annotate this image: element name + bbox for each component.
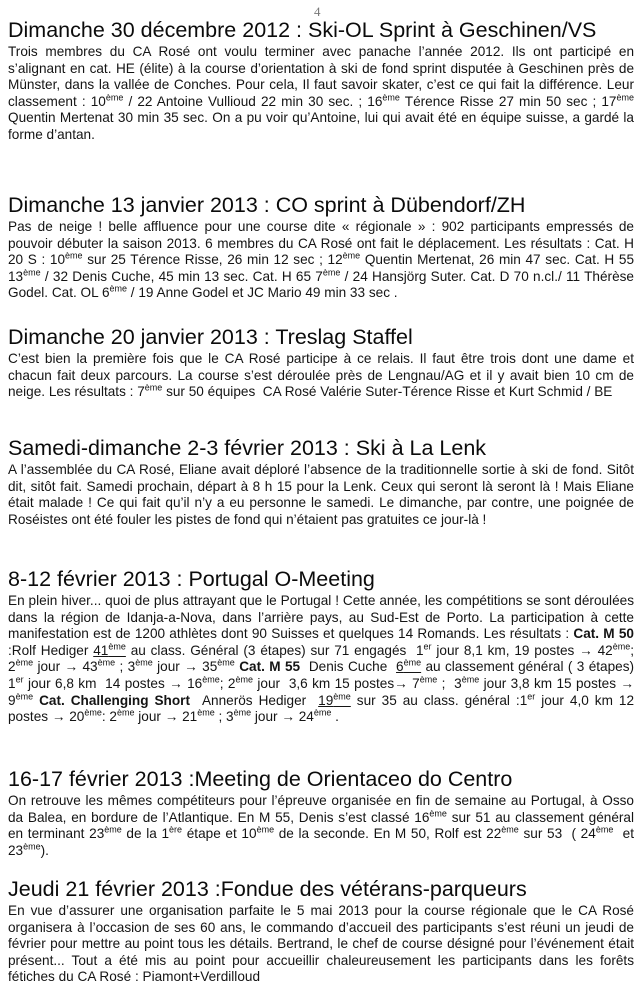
- section-body: Trois membres du CA Rosé ont voulu terminer avec panache l’année 2012. Ils ont participé en s’alignant en cat. HE (élite) à la course d’orientation à ski de fond sprint disputée à Geschinen près de Münster, dans la vallée de Conches. Pour cela, Il faut savoir skater, c’est ce qui fait la différence. Leur classement : 10ème / 22 Antoine Vullioud 22 min 30 sec. ; 16ème Térence Risse 27 min 50 sec ; 17ème Quentin Mertenat 30 min 35 sec. On a pu voir qu’Antoine, lui qui avait été en équipe suisse, a gardé la forme d’antan.: [8, 44, 635, 142]
- section-body: En vue d’assurer une organisation parfaite le 5 mai 2013 pour la course régionale que le CA Rosé organisera à l’occasion de ses 60 ans, le commando d’accueil des participants s’est réuni un jeudi de février pour mettre au point tous les détails. Bertrand, le chef de course désigné pour l’événement était présent... Tout a été mis au point pour accueillir chaleureusement les participants dans les forêts fétiches du CA Rosé : Piamont+Verdilloud: [8, 903, 634, 985]
- section-portugal-o-meeting: [8, 567, 634, 726]
- section-ski-ol-sprint-geschinen: [8, 18, 634, 144]
- section-heading: 16-17 février 2013 :Meeting de Orientaceo do Centro: [8, 767, 513, 791]
- section-heading: Samedi-dimanche 2-3 février 2013 : Ski à La Lenk: [8, 436, 487, 460]
- section-heading: Jeudi 21 février 2013 :Fondue des vétérans-parqueurs: [8, 877, 527, 901]
- section-body: C’est bien la première fois que le CA Rosé participe à ce relais. Il faut être trois dont une dame et chacun fait deux parcours. La course s’est déroulée près de Lengnau/AG et il y avait bien 10 cm de neige. Les résultats : 7ème sur 50 équipes CA Rosé Valérie Suter-Térence Risse et Kurt Schmid / BE: [8, 351, 634, 400]
- section-heading: Dimanche 20 janvier 2013 : Treslag Staffel: [8, 325, 413, 349]
- section-body: Pas de neige ! belle affluence pour une course dite « régionale » : 902 participants empressés de pouvoir débuter la saison 2013. 6 membres du CA Rosé ont fait le déplacement. Les résultats : Cat. H 20 S : 10ème sur 25 Térence Risse, 26 min 12 sec ; 12ème Quentin Mertenat, 26 min 47 sec. Cat. H 55 13ème / 32 Denis Cuche, 45 min 13 sec. Cat. H 65 7ème / 24 Hansjörg Suter. Cat. D 70 n.cl./ 11 Thérèse Godel. Cat. OL 6ème / 19 Anne Godel et JC Mario 49 min 33 sec .: [8, 219, 635, 301]
- section-heading: 8-12 février 2013 : Portugal O-Meeting: [8, 567, 375, 591]
- section-co-sprint-dubendorf: [8, 193, 634, 302]
- section-body: En plein hiver... quoi de plus attrayant que le Portugal ! Cette année, les compétitions se sont déroulées dans la région de Idanja-a-Nova, dans l’arrière pays, au Sud-Est de Porto. La participation à cette manifestation est de 1200 athlètes dont 90 Suisses et quelques 14 Romands. Les résultats : Cat. M 50 :Rolf Hediger 41ème au class. Général (3 étapes) sur 71 engagés 1er jour 8,1 km, 19 postes → 42ème; 2ème jour → 43ème ; 3ème jour → 35ème Cat. M 55 Denis Cuche 6ème au classement général ( 3 étapes) 1er jour 6,8 km 14 postes → 16ème; 2ème jour 3,6 km 15 postes→ 7ème ; 3ème jour 3,8 km 15 postes → 9ème Cat. Challenging Short Annerös Hediger 19ème sur 35 au class. général :1er jour 4,0 km 12 postes → 20ème: 2ème jour → 21ème ; 3ème jour → 24ème .: [8, 593, 635, 725]
- section-meeting-orientaceo-centro: [8, 767, 634, 859]
- section-ski-la-lenk: [8, 436, 634, 528]
- section-heading: Dimanche 13 janvier 2013 : CO sprint à Dübendorf/ZH: [8, 193, 526, 217]
- section-fondue-veterans-parqueurs: [8, 877, 634, 986]
- section-heading: Dimanche 30 décembre 2012 : Ski-OL Sprint à Geschinen/VS: [8, 18, 597, 42]
- section-treslag-staffel: [8, 325, 634, 401]
- page-number: 4: [314, 4, 321, 19]
- section-body: A l’assemblée du CA Rosé, Eliane avait déploré l’absence de la traditionnelle sortie à ski de fond. Sitôt dit, sitôt fait. Samedi prochain, départ à 8 h 15 pour la Lenk. Ceux qui seront là seront là ! Mais Eliane était malade ! Ce qui fait qu’il n’y a eu personne le samedi. Le dimanche, par contre, une poignée de Roséistes ont été fouler les pistes de fond qui n’étaient pas gratuites ce jour-là !: [8, 462, 634, 527]
- section-body: On retrouve les mêmes compétiteurs pour l’épreuve organisée en fin de semaine au Portugal, à Osso da Balea, en bordure de l’Atlantique. En M 55, Denis s’est classé 16ème sur 51 au classement général en terminant 23ème de la 1ère étape et 10ème de la seconde. En M 50, Rolf est 22ème sur 53 ( 24ème et 23ème).: [8, 793, 635, 858]
